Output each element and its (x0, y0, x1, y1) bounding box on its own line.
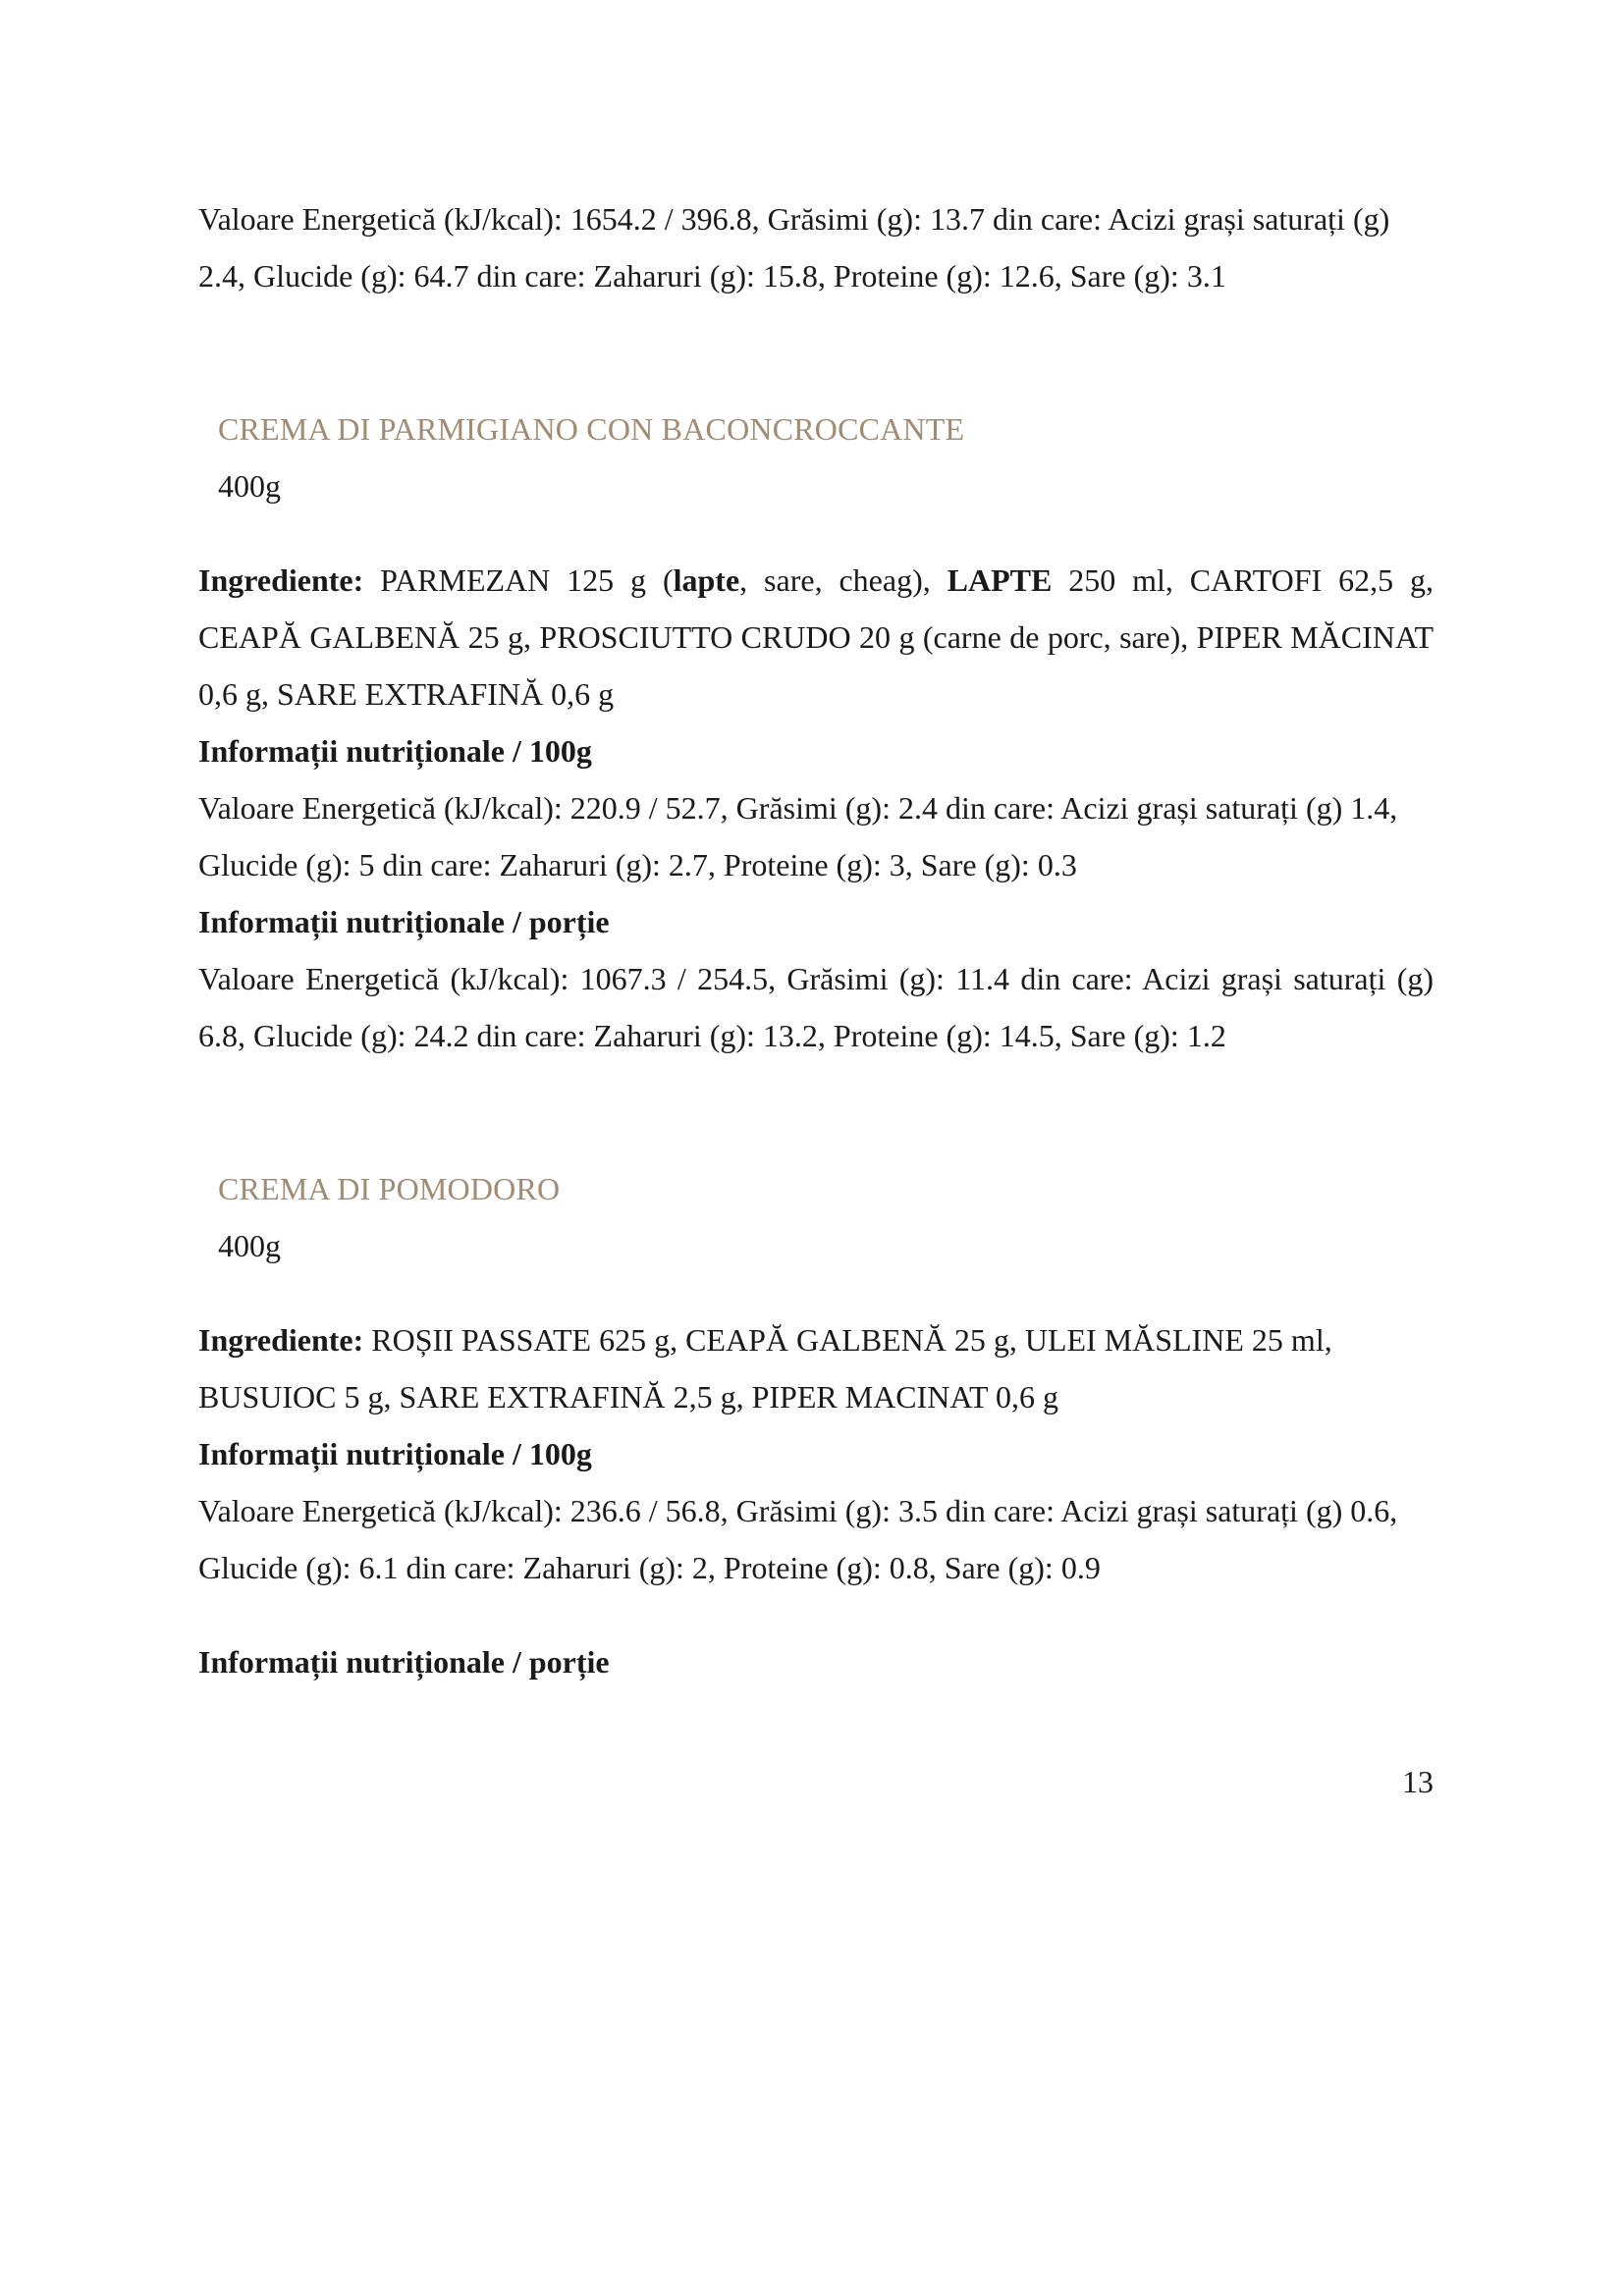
ingredients-paragraph (198, 552, 1434, 722)
nutrition-per100-heading: Informații nutriționale / 100g (198, 1436, 592, 1471)
allergen-text: lapte (673, 562, 740, 598)
ingredients-label: Ingrediente: (198, 562, 364, 598)
nutrition-per100-text: Valoare Energetică (kJ/kcal): 220.9 / 52.7, Grăsimi (g): 2.4 din care: Acizi grași saturați (g) 1.4, Glucide (g): 5 din care: Zaharuri (g): 2.7, Proteine (g): 3, Sare (g): 0.3 (198, 790, 1398, 882)
nutrition-continuation: Valoare Energetică (kJ/kcal): 1654.2 / 396.8, Grăsimi (g): 13.7 din care: Acizi grași saturați (g) 2.4, Glucide (g): 64.7 din care: Zaharuri (g): 15.8, Proteine (g): 12.6, Sare (g): 3.1 (198, 201, 1390, 294)
product-title: CREMA DI PARMIGIANO CON BACONCROCCANTE (218, 411, 965, 447)
page-number: 13 (1402, 1764, 1434, 1799)
product-weight: 400g (218, 468, 281, 504)
nutrition-portion-text: Valoare Energetică (kJ/kcal): 1067.3 / 254.5, Grăsimi (g): 11.4 din care: Acizi grași saturați (g) 6.8, Glucide (g): 24.2 din care: Zaharuri (g): 13.2, Proteine (g): 14.5, Sare (g): 1.2 (198, 961, 1434, 1053)
allergen-text: LAPTE (947, 562, 1053, 598)
ingredients-text: ROȘII PASSATE 625 g, CEAPĂ GALBENĂ 25 g, ULEI MĂSLINE 25 ml, BUSUIOC 5 g, SARE EXTRAFINĂ 2,5 g, PIPER MACINAT 0,6 g (198, 1322, 1332, 1415)
ingredients-text: PARMEZAN 125 g ( (363, 562, 674, 598)
nutrition-per100-heading: Informații nutriționale / 100g (198, 733, 592, 769)
nutrition-portion-heading: Informații nutriționale / porție (198, 1644, 610, 1680)
ingredients-text: 250 ml, CARTOFI 62,5 g, CEAPĂ GALBENĂ 25 g, PROSCIUTTO CRUDO 20 g (carne de porc, sare), PIPER MĂCINAT 0,6 g, SARE EXTRAFINĂ 0,6 g (198, 562, 1435, 712)
ingredients-label: Ingrediente: (198, 1322, 364, 1358)
nutrition-portion-heading: Informații nutriționale / porție (198, 904, 610, 939)
ingredients-text: , sare, cheag), (739, 562, 947, 598)
ingredients-paragraph (198, 1311, 1434, 1425)
product-title: CREMA DI POMODORO (218, 1171, 561, 1206)
nutrition-per100-text: Valoare Energetică (kJ/kcal): 236.6 / 56.8, Grăsimi (g): 3.5 din care: Acizi grași saturați (g) 0.6, Glucide (g): 6.1 din care: Zaharuri (g): 2, Proteine (g): 0.8, Sare (g): 0.9 (198, 1493, 1398, 1585)
product-weight: 400g (218, 1228, 281, 1263)
